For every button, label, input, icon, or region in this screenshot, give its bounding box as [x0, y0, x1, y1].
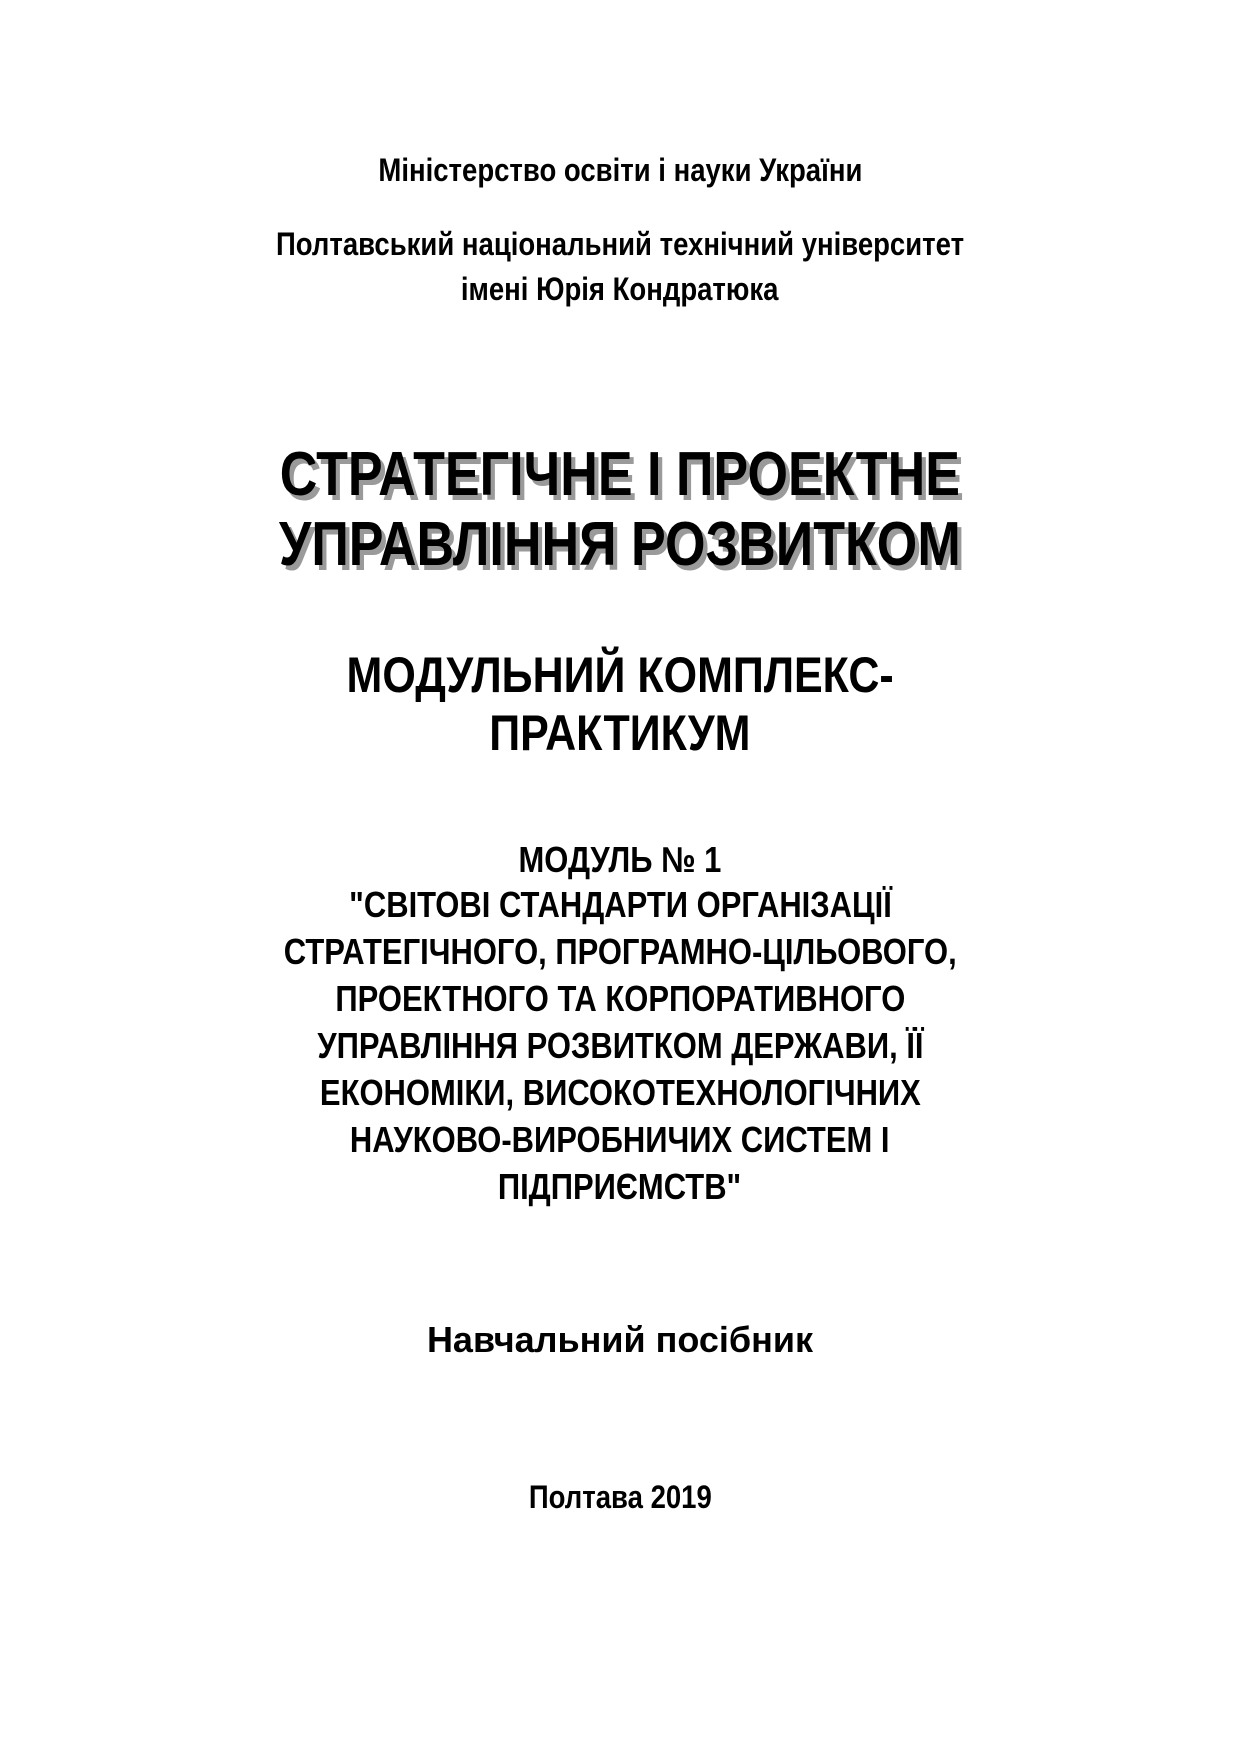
module-title-text: ЕКОНОМІКИ, ВИСОКОТЕХНОЛОГІЧНИХ — [319, 1072, 921, 1113]
subtitle-line1 — [0, 645, 1240, 705]
module-title-text: ПРОЕКТНОГО ТА КОРПОРАТИВНОГО — [335, 978, 905, 1019]
module-title-text: УПРАВЛІННЯ РОЗВИТКОМ ДЕРЖАВИ, ЇЇ — [316, 1025, 924, 1066]
module-number — [0, 836, 1240, 884]
module-title-line — [0, 881, 1240, 929]
ministry-name — [0, 150, 1240, 190]
subtitle-text-1: МОДУЛЬНИЙ КОМПЛЕКС- — [346, 647, 894, 703]
main-title-line1 — [0, 440, 1240, 510]
ministry-text: Міністерство освіти і науки України — [378, 152, 862, 188]
publication-type: Навчальний посібник — [426, 1319, 814, 1360]
module-title-line — [0, 928, 1240, 976]
main-title-text-2: УПРАВЛІННЯ РОЗВИТКОМ — [279, 510, 961, 579]
module-title-line — [0, 1022, 1240, 1070]
place-year-text: Полтава 2019 — [528, 1479, 712, 1515]
university-name-line1 — [0, 224, 1240, 264]
university-text-1: Полтавський національний технічний університет — [275, 226, 965, 262]
subtitle-line2 — [0, 703, 1240, 763]
module-title-line — [0, 1163, 1240, 1211]
main-title-text-1: СТРАТЕГІЧНЕ І ПРОЕКТНЕ — [279, 440, 961, 509]
module-title-line — [0, 975, 1240, 1023]
university-name-line2 — [0, 269, 1240, 309]
module-number-text: МОДУЛЬ № 1 — [518, 839, 722, 880]
subtitle-text-2: ПРАКТИКУМ — [489, 705, 751, 761]
module-title-text: ПІДПРИЄМСТВ" — [498, 1166, 742, 1207]
module-title-text: "СВІТОВІ СТАНДАРТИ ОРГАНІЗАЦІЇ — [348, 884, 892, 925]
module-title-line — [0, 1116, 1240, 1164]
place-year — [0, 1477, 1240, 1517]
main-title-line2 — [0, 510, 1240, 580]
university-text-2: імені Юрія Кондратюка — [461, 271, 779, 307]
module-title-text: НАУКОВО-ВИРОБНИЧИХ СИСТЕМ І — [350, 1119, 890, 1160]
module-title-line — [0, 1069, 1240, 1117]
module-title-text: СТРАТЕГІЧНОГО, ПРОГРАМНО-ЦІЛЬОВОГО, — [283, 931, 957, 972]
